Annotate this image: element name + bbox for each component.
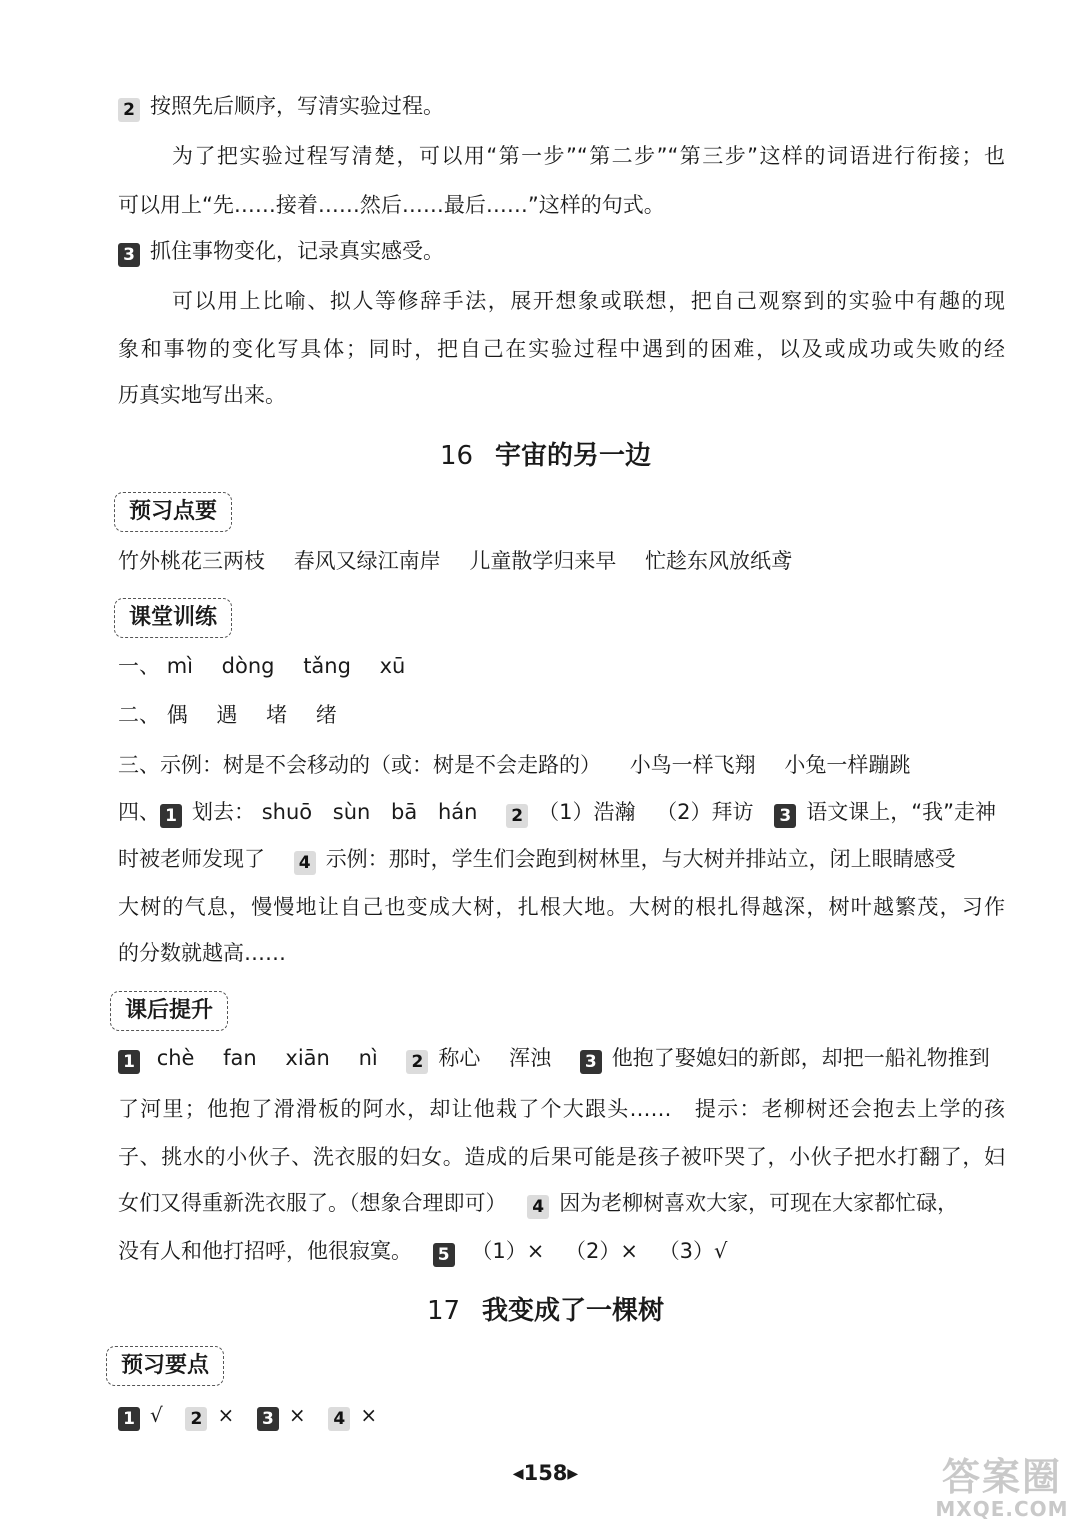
- character: 堵: [266, 703, 288, 727]
- character: 绪: [315, 703, 337, 727]
- pinyin: mì: [166, 654, 193, 678]
- paragraph-line: 象和事物的变化写具体；同时，把自己在实验过程中遇到的困难，以及或成功或失败的经: [118, 337, 1005, 361]
- lesson-17-title: [0, 1294, 1091, 1328]
- pinyin: sùn: [332, 800, 371, 824]
- paragraph-line: 了河里；他抱了滑滑板的阿水，却让他栽了个大跟头…… 提示：老柳树还会抱去上学的孩: [118, 1097, 1005, 1121]
- question-1: [118, 651, 1005, 681]
- number-badge: 5: [433, 1243, 455, 1267]
- pinyin: hán: [437, 800, 478, 824]
- answer-text: 浑浊: [509, 1046, 552, 1070]
- number-badge: 3: [118, 243, 140, 267]
- question-2: [118, 700, 1005, 730]
- answer-text: （3）√: [658, 1239, 728, 1263]
- question-label: 一、: [118, 654, 160, 678]
- poem: 儿童散学归来早: [469, 549, 617, 573]
- question-label: 四、: [118, 800, 160, 824]
- lesson-name: 我变成了一棵树: [482, 1296, 665, 1326]
- answer-text: 称心: [438, 1046, 481, 1070]
- pinyin: bā: [391, 800, 418, 824]
- watermark-url: MXQE.COM: [935, 1497, 1069, 1521]
- watermark-logo: [927, 1456, 1077, 1526]
- answer-text: 示例：那时，学生们会跑到树林里，与大树并排站立，闭上眼睛感受: [325, 847, 956, 871]
- answer-text: 小兔一样蹦跳: [784, 753, 911, 777]
- answer-text: 划去：: [192, 800, 255, 824]
- answer-text: 时被老师发现了: [118, 847, 265, 871]
- cross-mark: ×: [360, 1403, 378, 1427]
- item-2-heading: [118, 91, 1005, 122]
- pinyin: xū: [379, 654, 406, 678]
- after-class-line-1: [118, 1043, 1005, 1074]
- number-badge: 2: [406, 1050, 428, 1074]
- paragraph-line: 可以用上比喻、拟人等修辞手法，展开想象或联想，把自己观察到的实验中有趣的现: [172, 289, 1005, 313]
- pinyin: nì: [358, 1046, 378, 1070]
- pinyin: fan: [223, 1046, 257, 1070]
- triangle-right-icon: ▶: [567, 1466, 579, 1482]
- page-number-value: 158: [523, 1461, 568, 1485]
- poem: 竹外桃花三两枝: [118, 549, 265, 573]
- answer-text: 女们又得重新洗衣服了。（想象合理即可）: [118, 1191, 507, 1215]
- question-3: [118, 750, 1005, 780]
- number-badge: 2: [185, 1407, 207, 1431]
- triangle-left-icon: ◀: [512, 1466, 524, 1482]
- section-tag-preview: 预习点要: [114, 492, 232, 532]
- cross-mark: ×: [288, 1403, 306, 1427]
- poem: 春风又绿江南岸: [293, 549, 441, 573]
- answer-text: （1）×: [471, 1239, 545, 1263]
- section-tag-preview: 预习要点: [106, 1346, 224, 1386]
- character: 遇: [216, 703, 238, 727]
- pinyin: shuō: [261, 800, 313, 824]
- answer-text: （2）拜访: [656, 800, 754, 824]
- paragraph-line: 可以用上“先……接着……然后……最后……”这样的句式。: [118, 193, 665, 217]
- after-class-line-5: [118, 1236, 1005, 1267]
- answer-text: 没有人和他打招呼，他很寂寞。: [118, 1239, 412, 1263]
- number-badge: 2: [506, 804, 528, 828]
- number-badge: 4: [527, 1195, 549, 1219]
- number-badge: 4: [294, 851, 316, 875]
- number-badge: 1: [160, 804, 182, 828]
- lesson-16-title: [0, 439, 1091, 473]
- answer-text: （1）浩瀚: [538, 800, 636, 824]
- item-3-text: 抓住事物变化，记录真实感受。: [150, 239, 444, 263]
- number-badge: 2: [118, 98, 140, 122]
- pinyin: chè: [156, 1046, 195, 1070]
- answer-text: 因为老柳树喜欢大家，可现在大家都忙碌，: [559, 1191, 959, 1215]
- poem-line: [118, 546, 1005, 576]
- number-badge: 1: [118, 1050, 140, 1074]
- answer-text: 示例：树是不会移动的（或：树是不会走路的）: [160, 753, 601, 777]
- question-4-line-2: [118, 844, 1005, 875]
- character: 偶: [166, 703, 188, 727]
- number-badge: 3: [257, 1407, 279, 1431]
- section-tag-classroom: 课堂训练: [114, 598, 232, 638]
- preview-answers: [118, 1400, 1005, 1431]
- answer-text: 语文课上，“我”走神: [806, 800, 997, 824]
- number-badge: 4: [328, 1407, 350, 1431]
- lesson-number: 16: [439, 441, 474, 471]
- section-tag-after-class: 课后提升: [110, 991, 228, 1031]
- number-badge: 1: [118, 1407, 140, 1431]
- pinyin: tǎng: [303, 654, 351, 678]
- poem: 忙趁东风放纸鸢: [645, 549, 793, 573]
- question-label: 二、: [118, 703, 160, 727]
- paragraph-line: 为了把实验过程写清楚，可以用“第一步”“第二步”“第三步”这样的词语进行衔接；也: [172, 144, 1005, 168]
- question-4-line-1: [118, 797, 1005, 828]
- number-badge: 3: [580, 1050, 602, 1074]
- paragraph-line: 的分数就越高……: [118, 941, 286, 965]
- paragraph-line: 大树的气息，慢慢地让自己也变成大树，扎根大地。大树的根扎得越深，树叶越繁茂，习作: [118, 895, 1005, 919]
- answer-text: 小鸟一样飞翔: [629, 753, 756, 777]
- cross-mark: ×: [217, 1403, 235, 1427]
- item-3-heading: [118, 236, 1005, 267]
- item-2-text: 按照先后顺序，写清实验过程。: [150, 94, 444, 118]
- lesson-name: 宇宙的另一边: [495, 441, 652, 471]
- after-class-line-4: [118, 1188, 1005, 1219]
- number-badge: 3: [774, 804, 796, 828]
- paragraph-line: 子、挑水的小伙子、洗衣服的妇女。造成的后果可能是孩子被吓哭了，小伙子把水打翻了，妇: [118, 1145, 1005, 1169]
- lesson-number: 17: [426, 1296, 461, 1326]
- pinyin: dòng: [221, 654, 275, 678]
- paragraph-line: 历真实地写出来。: [118, 383, 286, 407]
- check-mark: √: [150, 1403, 163, 1427]
- answer-text: 他抱了娶媳妇的新郎，却把一船礼物推到: [611, 1046, 990, 1070]
- question-label: 三、: [118, 753, 160, 777]
- pinyin: xiān: [285, 1046, 330, 1070]
- answer-text: （2）×: [565, 1239, 638, 1263]
- watermark-text: 答案圈: [941, 1455, 1062, 1499]
